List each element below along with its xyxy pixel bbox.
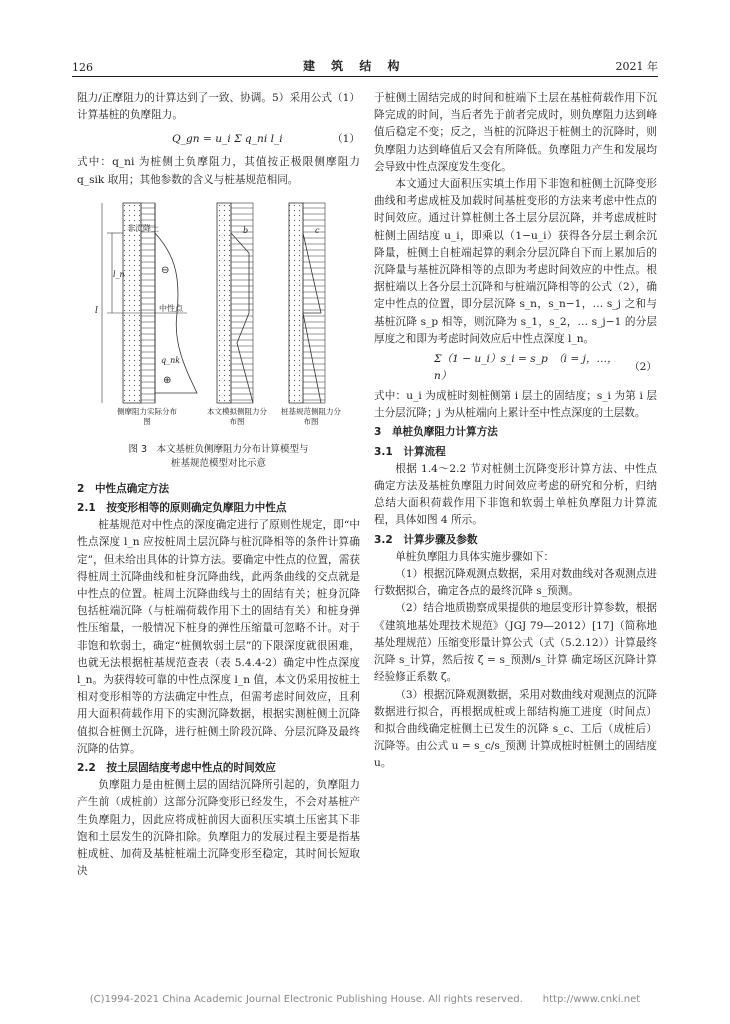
left-column bbox=[77, 90, 360, 880]
journal-year: 2021 年 bbox=[615, 60, 658, 73]
label-c: c bbox=[315, 225, 320, 235]
formula-1 bbox=[77, 124, 360, 154]
label-neutral-point: 中性点 bbox=[159, 303, 183, 313]
section-heading: 2 中性点确定方法 bbox=[77, 482, 170, 495]
paragraph: （2）结合地质勘察成果提供的地层变形计算参数，根据《建筑地基处理技术规范》（JGJ 79—2012）[17]（简称地基处理规范）压缩变形量计算公式（式（5.2.12））计算最终沉降 s_计算，然后按 ζ = s_预测/s_计算 确定场区沉降计算经验修正系数 ζ。 bbox=[374, 602, 657, 684]
subcaption-actual: 侧摩阻力实际分布图 bbox=[117, 406, 177, 426]
figure-3-caption bbox=[77, 443, 360, 471]
formula-2 bbox=[374, 348, 657, 388]
figure-3 bbox=[77, 193, 360, 443]
page-header bbox=[72, 52, 658, 74]
label-b: b bbox=[243, 225, 249, 235]
paragraph: 桩基规范对中性点的深度确定进行了原则性规定，即“中性点深度 l_n 应按桩周土层沉降与桩沉降相等的条件计算确定”，但未给出具体的计算方法。要确定中性点的位置，需获得桩周土沉降曲线和桩身沉降曲线，此两条曲线的交点就是中性点的位置。桩周土沉降曲线与土的固结有关；桩身沉降包括桩端沉降（与桩端荷载作用下土的固结有关）和桩身弹性压缩量，一般情况下桩身的弹性压缩量可忽略不计。对于非饱和软弱土，确定“桩侧软弱土层”的下限深度就很困难，也就无法根据桩基规范查表（表 5.4.4-2）确定中性点深度 l_n。为获得较可靠的中性点深度 l_n 值，本文仍采用按桩土相对变形相等的方法确定中性点，但需考虑时间效应，且利用大面积荷载作用下的实测沉降数据，根据实测桩侧土沉降值拟合桩侧土沉降，进行桩侧土阶段沉降、分层沉降及最终沉降的估算。 bbox=[77, 519, 360, 755]
subsection-heading: 3.1 计算流程 bbox=[374, 445, 446, 458]
paragraph: （1）根据沉降观测点数据，采用对数曲线对各观测点进行数据拟合，确定各点的最终沉降 s_预测。 bbox=[374, 568, 657, 598]
right-column bbox=[374, 90, 657, 773]
paragraph: 阻力/正摩阻力的计算达到了一致、协调。5）采用公式（1）计算基桩的负摩阻力。 bbox=[77, 92, 360, 122]
formula-2-expression: Σ（1 − u_i）s_i = s_p （i = j，…，n） bbox=[434, 352, 618, 383]
paragraph: 式中：q_ni 为桩侧土负摩阻力，其值按正极限侧摩阻力 q_sik 取用；其他参数的含义与桩基规范相同。 bbox=[77, 156, 360, 186]
subsection-heading: 3.2 计算步骤及参数 bbox=[374, 533, 478, 546]
diagram-panel-code bbox=[289, 203, 325, 403]
label-non-settle: 非沉降土 bbox=[127, 223, 159, 233]
diagram-panel-actual bbox=[102, 203, 197, 403]
paragraph: 本文通过大面积压实填土作用下非饱和桩侧土沉降变形曲线和考虑成桩及加载时间基桩变形的方法来考虑中性点的时间效应。通过计算桩侧土各土层分层沉降，并考虑成桩时桩侧土固结度 u_i，即乘以（1−u_i）获得各分层土剩余沉降量，桩侧土自桩端起算的剩余分层沉降自下而上累加后的沉降量与基桩沉降相等的点即为考虑时间效应的中性点。根据桩端以上各分层土沉降和与桩端沉降相等的公式（2），确定中性点的位置，即分层沉降 s_n，s_n−1，… s_j 之和与基桩沉降 s_p 相等，则沉降为 s_1，s_2，… s_j−1 的分层厚度之和即为考虑时间效应后中性点深度 l_n。 bbox=[374, 178, 657, 345]
subcaption-code: 桩基规范侧阻力分布图 bbox=[281, 406, 341, 426]
subsection-heading: 2.2 按土层固结度考虑中性点的时间效应 bbox=[77, 762, 276, 775]
paragraph: 于桩侧土固结完成的时间和桩端下土层在基桩荷载作用下沉降完成的时间，当后者先于前者完成时，则负摩阻力达到峰值后稳定不变；反之，当桩的沉降迟于桩侧土的沉降时，则负摩阻力达到峰值后又会有所降低。负摩阻力产生和发展均会导致中性点深度发生变化。 bbox=[374, 92, 657, 173]
label-ln: l_n bbox=[113, 269, 125, 279]
caption-line: 图 3 本文基桩负侧摩阻力分布计算模型与 bbox=[128, 443, 309, 455]
paragraph: （3）根据沉降观测数据，采用对数曲线对观测点的沉降数据进行拟合，再根据成桩或上部结构施工进度（时间点）和拟合曲线确定桩侧土已发生的沉降 s_c、工后（成桩后）沉降等。由公式 u = s_c/s_预测 计算成桩时桩侧土的固结度 u。 bbox=[374, 688, 657, 770]
paragraph: 式中：u_i 为成桩时刻桩侧第 i 层土的固结度；s_i 为第 i 层土分层沉降；j 为从桩端向上累计至中性点深度的土层数。 bbox=[374, 390, 657, 420]
label-minus: ⊖ bbox=[161, 264, 170, 276]
paragraph: 单桩负摩阻力具体实施步骤如下： bbox=[395, 550, 555, 563]
label-qnk: q_nk bbox=[161, 355, 181, 365]
subsection-heading: 2.1 按变形相等的原则确定负摩阻力中性点 bbox=[77, 502, 287, 515]
journal-title: 建 筑 结 构 bbox=[302, 59, 406, 73]
paragraph: 根据 1.4～2.2 节对桩侧土沉降变形计算方法、中性点确定方法及基桩负摩阻力时间效应考虑的研究和分析，归纳总结大面积荷载作用下非饱和软弱土单桩负摩阻力计算流程，具体如图 4 所示。 bbox=[374, 462, 657, 527]
label-plus: ⊕ bbox=[163, 374, 172, 386]
copyright-footer: (C)1994-2021 China Academic Journal Electronic Publishing House. All rights reserved. http://www.cnki.net bbox=[89, 994, 641, 1005]
page-number: 126 bbox=[72, 61, 93, 74]
subcaption-model: 本文模拟侧阻力分布图 bbox=[207, 406, 267, 426]
formula-1-expression: Q_gn = u_i Σ q_ni l_i bbox=[172, 132, 283, 145]
formula-2-number: （2） bbox=[629, 361, 657, 374]
section-heading: 3 单桩负摩阻力计算方法 bbox=[374, 426, 498, 439]
paragraph: 负摩阻力是由桩侧土层的固结沉降所引起的，负摩阻力产生前（成桩前）这部分沉降变形已经发生，不会对基桩产生负摩阻力，因此应将成桩前因大面积压实填土压密其下非饱和土层发生的沉降扣除。负摩阻力的发展过程主要是指基桩成桩、加荷及基桩桩端土沉降变形至稳定，其时间长短取决 bbox=[77, 779, 360, 878]
label-l: l bbox=[95, 305, 98, 316]
formula-1-number: （1） bbox=[332, 132, 360, 145]
header-rule bbox=[72, 76, 658, 77]
figure-3-diagram bbox=[77, 193, 360, 443]
caption-line: 桩基规范模型对比示意 bbox=[170, 457, 266, 469]
